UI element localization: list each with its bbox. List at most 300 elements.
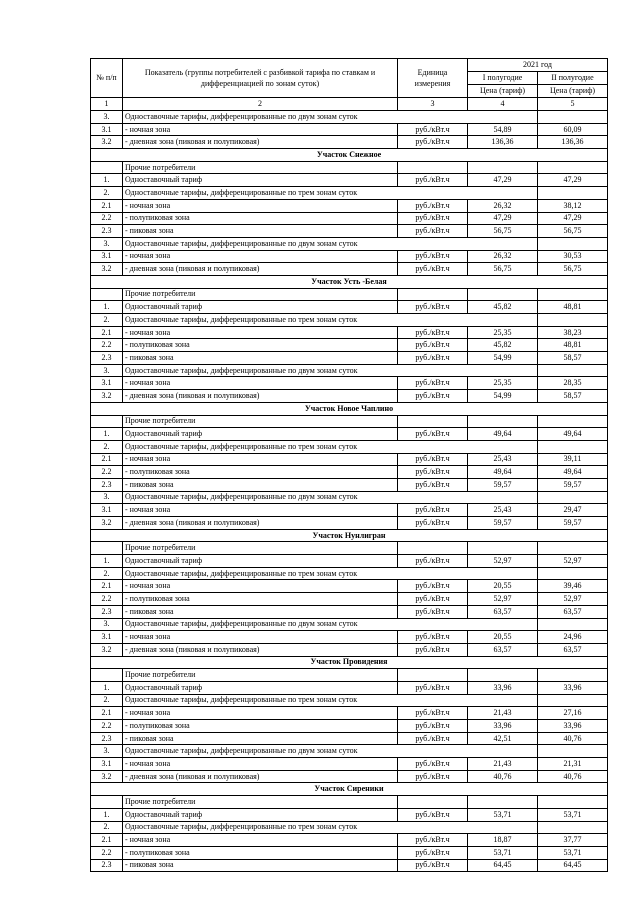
row-label: - дневная зона (пиковая и полупиковая) [123, 517, 398, 530]
table-body [91, 111, 608, 872]
table-row [91, 517, 608, 530]
row-value-half1 [468, 288, 538, 301]
row-number: 2.2 [91, 339, 123, 352]
row-unit: руб./кВт.ч [398, 605, 468, 618]
row-value-half1: 54,89 [468, 123, 538, 136]
row-number: 3.1 [91, 377, 123, 390]
consumer-group-label: Прочие потребители [123, 288, 398, 301]
row-value-half1: 26,32 [468, 199, 538, 212]
row-value-half2: 53,71 [538, 808, 608, 821]
row-value-half1: 47,29 [468, 174, 538, 187]
row-label: - полупиковая зона [123, 593, 398, 606]
row-number [91, 288, 123, 301]
table-row [91, 478, 608, 491]
table-row [91, 720, 608, 733]
header-unit: Единица измерения [398, 59, 468, 98]
consumer-group-label: Прочие потребители [123, 796, 398, 809]
row-unit: руб./кВт.ч [398, 681, 468, 694]
row-number [91, 415, 123, 428]
row-unit: руб./кВт.ч [398, 593, 468, 606]
row-unit: руб./кВт.ч [398, 517, 468, 530]
tariff-group-row [91, 187, 608, 200]
row-label: - пиковая зона [123, 732, 398, 745]
row-label: - ночная зона [123, 250, 398, 263]
row-unit: руб./кВт.ч [398, 136, 468, 149]
row-value-half2: 29,47 [538, 504, 608, 517]
consumer-group-row [91, 288, 608, 301]
row-value-half2 [538, 187, 608, 200]
tariff-group-label: Одноставочные тарифы, дифференцированные по двум зонам суток [123, 745, 538, 758]
consumer-group-row [91, 796, 608, 809]
row-value-half1: 53,71 [468, 808, 538, 821]
table-row [91, 301, 608, 314]
row-value-half1 [468, 796, 538, 809]
row-number [91, 542, 123, 555]
row-value-half2: 53,71 [538, 846, 608, 859]
row-label: Одноставочный тариф [123, 808, 398, 821]
row-number: 2.1 [91, 834, 123, 847]
row-unit: руб./кВт.ч [398, 720, 468, 733]
table-row [91, 631, 608, 644]
row-number: 2.1 [91, 453, 123, 466]
row-number: 1. [91, 301, 123, 314]
consumer-group-label: Прочие потребители [123, 161, 398, 174]
tariff-group-row [91, 745, 608, 758]
row-number: 1. [91, 555, 123, 568]
row-number: 2. [91, 440, 123, 453]
row-number: 2. [91, 314, 123, 327]
tariff-group-row [91, 440, 608, 453]
table-row [91, 758, 608, 771]
row-number: 1. [91, 681, 123, 694]
row-unit: руб./кВт.ч [398, 631, 468, 644]
row-value-half2 [538, 111, 608, 124]
row-unit: руб./кВт.ч [398, 174, 468, 187]
row-label: Одноставочный тариф [123, 174, 398, 187]
table-row [91, 377, 608, 390]
row-value-half1: 49,64 [468, 428, 538, 441]
row-number: 3. [91, 745, 123, 758]
row-unit: руб./кВт.ч [398, 428, 468, 441]
row-value-half2: 49,64 [538, 466, 608, 479]
row-label: - дневная зона (пиковая и полупиковая) [123, 136, 398, 149]
row-value-half1 [468, 669, 538, 682]
tariff-group-label: Одноставочные тарифы, дифференцированные по двум зонам суток [123, 491, 538, 504]
row-value-half2: 48,81 [538, 339, 608, 352]
row-value-half1: 25,43 [468, 504, 538, 517]
row-value-half1: 20,55 [468, 580, 538, 593]
row-value-half1: 25,43 [468, 453, 538, 466]
consumer-group-label: Прочие потребители [123, 669, 398, 682]
table-row [91, 390, 608, 403]
row-value-half1 [468, 161, 538, 174]
row-value-half2: 33,96 [538, 720, 608, 733]
row-value-half2: 59,57 [538, 478, 608, 491]
row-value-half1 [468, 415, 538, 428]
tariff-group-row [91, 618, 608, 631]
row-value-half2: 40,76 [538, 732, 608, 745]
row-value-half2: 52,97 [538, 593, 608, 606]
row-value-half1: 21,43 [468, 758, 538, 771]
row-number: 2. [91, 187, 123, 200]
section-row [91, 529, 608, 542]
row-unit: руб./кВт.ч [398, 859, 468, 872]
row-value-half2: 39,11 [538, 453, 608, 466]
table-row [91, 339, 608, 352]
row-value-half1: 45,82 [468, 301, 538, 314]
row-value-half2: 49,64 [538, 428, 608, 441]
row-unit [398, 288, 468, 301]
row-value-half2: 38,12 [538, 199, 608, 212]
row-number: 3.2 [91, 517, 123, 530]
tariff-group-row [91, 237, 608, 250]
row-unit: руб./кВт.ч [398, 707, 468, 720]
row-value-half2 [538, 669, 608, 682]
row-number: 3.2 [91, 770, 123, 783]
table-row [91, 859, 608, 872]
table-row [91, 199, 608, 212]
table-row [91, 466, 608, 479]
row-label: - ночная зона [123, 453, 398, 466]
row-number: 3.2 [91, 643, 123, 656]
row-label: - полупиковая зона [123, 212, 398, 225]
row-value-half2 [538, 542, 608, 555]
row-value-half2: 63,57 [538, 643, 608, 656]
header-number: № п/п [91, 59, 123, 98]
row-unit: руб./кВт.ч [398, 580, 468, 593]
table-row [91, 136, 608, 149]
row-value-half2 [538, 821, 608, 834]
row-unit: руб./кВт.ч [398, 250, 468, 263]
row-value-half1: 52,97 [468, 555, 538, 568]
consumer-group-label: Прочие потребители [123, 542, 398, 555]
row-value-half1: 54,99 [468, 352, 538, 365]
row-value-half1: 25,35 [468, 377, 538, 390]
row-value-half1: 21,43 [468, 707, 538, 720]
row-number: 2.2 [91, 466, 123, 479]
table-row [91, 263, 608, 276]
table-row [91, 212, 608, 225]
header-indicator: Показатель (группы потребителей с разбивкой тарифа по ставкам и дифференциацией по зонам суток) [123, 59, 398, 98]
header-colnum-3: 3 [398, 98, 468, 111]
row-unit: руб./кВт.ч [398, 504, 468, 517]
header-half2: II полугодие [538, 72, 608, 85]
row-unit: руб./кВт.ч [398, 758, 468, 771]
row-label: - ночная зона [123, 504, 398, 517]
row-unit: руб./кВт.ч [398, 390, 468, 403]
consumer-group-label: Прочие потребители [123, 415, 398, 428]
row-number: 3. [91, 618, 123, 631]
row-value-half1: 47,29 [468, 212, 538, 225]
consumer-group-row [91, 669, 608, 682]
row-label: - дневная зона (пиковая и полупиковая) [123, 770, 398, 783]
row-unit [398, 415, 468, 428]
row-label: - пиковая зона [123, 478, 398, 491]
table-row [91, 326, 608, 339]
row-value-half2 [538, 618, 608, 631]
table-row [91, 808, 608, 821]
row-unit: руб./кВт.ч [398, 339, 468, 352]
row-label: - ночная зона [123, 707, 398, 720]
row-label: - дневная зона (пиковая и полупиковая) [123, 263, 398, 276]
row-value-half2 [538, 745, 608, 758]
row-value-half2: 56,75 [538, 225, 608, 238]
row-label: Одноставочный тариф [123, 555, 398, 568]
header-year: 2021 год [468, 59, 608, 72]
row-label: - ночная зона [123, 326, 398, 339]
row-value-half1: 136,36 [468, 136, 538, 149]
row-value-half2 [538, 237, 608, 250]
row-label: - полупиковая зона [123, 339, 398, 352]
row-number: 2.2 [91, 593, 123, 606]
consumer-group-row [91, 161, 608, 174]
row-value-half1: 59,57 [468, 517, 538, 530]
row-number: 2. [91, 694, 123, 707]
row-unit: руб./кВт.ч [398, 199, 468, 212]
row-label: - полупиковая зона [123, 466, 398, 479]
row-number: 2. [91, 567, 123, 580]
row-value-half2: 33,96 [538, 681, 608, 694]
row-value-half2: 136,36 [538, 136, 608, 149]
row-unit: руб./кВт.ч [398, 770, 468, 783]
row-value-half2 [538, 694, 608, 707]
row-label: Одноставочный тариф [123, 681, 398, 694]
tariff-group-label: Одноставочные тарифы, дифференцированные по двум зонам суток [123, 111, 538, 124]
row-number: 3.1 [91, 250, 123, 263]
tariff-group-label: Одноставочные тарифы, дифференцированные по трем зонам суток [123, 187, 538, 200]
row-value-half2: 64,45 [538, 859, 608, 872]
row-value-half1: 18,87 [468, 834, 538, 847]
row-value-half2 [538, 161, 608, 174]
row-value-half2 [538, 314, 608, 327]
row-value-half2: 59,57 [538, 517, 608, 530]
section-row [91, 149, 608, 162]
row-unit: руб./кВт.ч [398, 643, 468, 656]
row-label: - ночная зона [123, 758, 398, 771]
section-title: Участок Новое Чаплино [91, 402, 608, 415]
tariff-group-label: Одноставочные тарифы, дифференцированные по трем зонам суток [123, 821, 538, 834]
header-colnum-5: 5 [538, 98, 608, 111]
row-label: - полупиковая зона [123, 846, 398, 859]
tariff-group-row [91, 314, 608, 327]
row-number: 3.1 [91, 758, 123, 771]
section-row [91, 783, 608, 796]
section-title: Участок Снежное [91, 149, 608, 162]
row-number: 2.2 [91, 212, 123, 225]
row-unit: руб./кВт.ч [398, 263, 468, 276]
row-number: 1. [91, 174, 123, 187]
table-row [91, 593, 608, 606]
row-number: 2.3 [91, 859, 123, 872]
row-number: 3. [91, 491, 123, 504]
row-value-half1: 59,57 [468, 478, 538, 491]
row-unit: руб./кВт.ч [398, 352, 468, 365]
section-title: Участок Нунлигран [91, 529, 608, 542]
row-value-half2: 47,29 [538, 212, 608, 225]
row-number: 3.1 [91, 631, 123, 644]
tariff-group-label: Одноставочные тарифы, дифференцированные по трем зонам суток [123, 694, 538, 707]
row-unit: руб./кВт.ч [398, 555, 468, 568]
header-colnum-2: 2 [123, 98, 398, 111]
row-value-half1 [468, 542, 538, 555]
row-value-half2 [538, 440, 608, 453]
tariff-group-row [91, 491, 608, 504]
row-number: 3. [91, 237, 123, 250]
header-colnum-4: 4 [468, 98, 538, 111]
row-value-half1: 45,82 [468, 339, 538, 352]
row-value-half2: 48,81 [538, 301, 608, 314]
row-unit: руб./кВт.ч [398, 466, 468, 479]
row-label: - пиковая зона [123, 225, 398, 238]
row-unit: руб./кВт.ч [398, 808, 468, 821]
row-label: - пиковая зона [123, 352, 398, 365]
row-label: - пиковая зона [123, 859, 398, 872]
row-value-half1: 26,32 [468, 250, 538, 263]
row-unit: руб./кВт.ч [398, 834, 468, 847]
row-value-half2: 58,57 [538, 352, 608, 365]
section-row [91, 656, 608, 669]
row-label: - пиковая зона [123, 605, 398, 618]
row-value-half2: 24,96 [538, 631, 608, 644]
table-row [91, 250, 608, 263]
row-value-half2: 38,23 [538, 326, 608, 339]
row-value-half1: 42,51 [468, 732, 538, 745]
tariff-group-row [91, 821, 608, 834]
table-row [91, 428, 608, 441]
row-number: 2.2 [91, 720, 123, 733]
row-unit: руб./кВт.ч [398, 732, 468, 745]
table-row [91, 174, 608, 187]
row-number [91, 161, 123, 174]
row-unit: руб./кВт.ч [398, 478, 468, 491]
row-value-half2 [538, 491, 608, 504]
tariff-group-label: Одноставочные тарифы, дифференцированные по двум зонам суток [123, 618, 538, 631]
row-value-half1: 20,55 [468, 631, 538, 644]
row-number: 3.1 [91, 123, 123, 136]
consumer-group-row [91, 542, 608, 555]
row-number: 1. [91, 428, 123, 441]
row-value-half2: 39,46 [538, 580, 608, 593]
row-value-half2: 56,75 [538, 263, 608, 276]
row-number: 2.1 [91, 580, 123, 593]
row-label: - дневная зона (пиковая и полупиковая) [123, 390, 398, 403]
tariff-group-label: Одноставочные тарифы, дифференцированные по трем зонам суток [123, 440, 538, 453]
row-number: 3.2 [91, 390, 123, 403]
header-price-1: Цена (тариф) [468, 85, 538, 98]
row-value-half2: 21,31 [538, 758, 608, 771]
row-value-half1: 52,97 [468, 593, 538, 606]
tariff-group-label: Одноставочные тарифы, дифференцированные по трем зонам суток [123, 567, 538, 580]
table-row [91, 453, 608, 466]
row-value-half1: 40,76 [468, 770, 538, 783]
row-number: 2.3 [91, 352, 123, 365]
tariff-group-row [91, 364, 608, 377]
table-row [91, 643, 608, 656]
row-value-half1: 56,75 [468, 225, 538, 238]
table-row [91, 504, 608, 517]
tariff-document [90, 58, 607, 872]
row-number: 2.1 [91, 326, 123, 339]
row-value-half2: 58,57 [538, 390, 608, 403]
row-unit [398, 796, 468, 809]
row-value-half1: 33,96 [468, 720, 538, 733]
tariff-group-row [91, 694, 608, 707]
row-label: - ночная зона [123, 123, 398, 136]
section-title: Участок Сиреники [91, 783, 608, 796]
tariff-group-row [91, 111, 608, 124]
tariff-group-label: Одноставочные тарифы, дифференцированные по двум зонам суток [123, 364, 538, 377]
tariff-table [90, 58, 608, 872]
row-value-half1: 25,35 [468, 326, 538, 339]
header-half1: I полугодие [468, 72, 538, 85]
section-title: Участок Усть -Белая [91, 275, 608, 288]
row-value-half1: 63,57 [468, 605, 538, 618]
consumer-group-row [91, 415, 608, 428]
row-unit: руб./кВт.ч [398, 377, 468, 390]
table-row [91, 352, 608, 365]
row-value-half2: 40,76 [538, 770, 608, 783]
row-value-half1: 53,71 [468, 846, 538, 859]
row-value-half2: 27,16 [538, 707, 608, 720]
row-value-half2: 60,09 [538, 123, 608, 136]
row-label: - ночная зона [123, 377, 398, 390]
section-title: Участок Провидения [91, 656, 608, 669]
row-label: - ночная зона [123, 580, 398, 593]
row-value-half2 [538, 567, 608, 580]
row-label: Одноставочный тариф [123, 301, 398, 314]
row-number: 2.3 [91, 605, 123, 618]
row-number: 3.2 [91, 263, 123, 276]
header-price-2: Цена (тариф) [538, 85, 608, 98]
table-row [91, 555, 608, 568]
row-unit: руб./кВт.ч [398, 326, 468, 339]
row-unit: руб./кВт.ч [398, 212, 468, 225]
row-number [91, 669, 123, 682]
tariff-group-label: Одноставочные тарифы, дифференцированные по трем зонам суток [123, 314, 538, 327]
row-number: 2. [91, 821, 123, 834]
row-number: 2.3 [91, 732, 123, 745]
row-value-half2: 28,35 [538, 377, 608, 390]
table-row [91, 605, 608, 618]
table-row [91, 846, 608, 859]
row-number: 3.1 [91, 504, 123, 517]
row-label: - ночная зона [123, 199, 398, 212]
section-row [91, 275, 608, 288]
row-number: 1. [91, 808, 123, 821]
row-label: - ночная зона [123, 631, 398, 644]
row-label: Одноставочный тариф [123, 428, 398, 441]
row-value-half1: 64,45 [468, 859, 538, 872]
row-number: 2.3 [91, 225, 123, 238]
row-unit: руб./кВт.ч [398, 453, 468, 466]
row-value-half2 [538, 415, 608, 428]
table-row [91, 681, 608, 694]
row-number: 2.3 [91, 478, 123, 491]
row-value-half1: 56,75 [468, 263, 538, 276]
row-number [91, 796, 123, 809]
row-number: 2.1 [91, 199, 123, 212]
row-number: 3.2 [91, 136, 123, 149]
table-row [91, 225, 608, 238]
row-unit [398, 161, 468, 174]
row-number: 2.2 [91, 846, 123, 859]
row-value-half1: 33,96 [468, 681, 538, 694]
row-unit: руб./кВт.ч [398, 225, 468, 238]
table-row [91, 707, 608, 720]
row-value-half2: 47,29 [538, 174, 608, 187]
row-unit: руб./кВт.ч [398, 846, 468, 859]
table-row [91, 834, 608, 847]
